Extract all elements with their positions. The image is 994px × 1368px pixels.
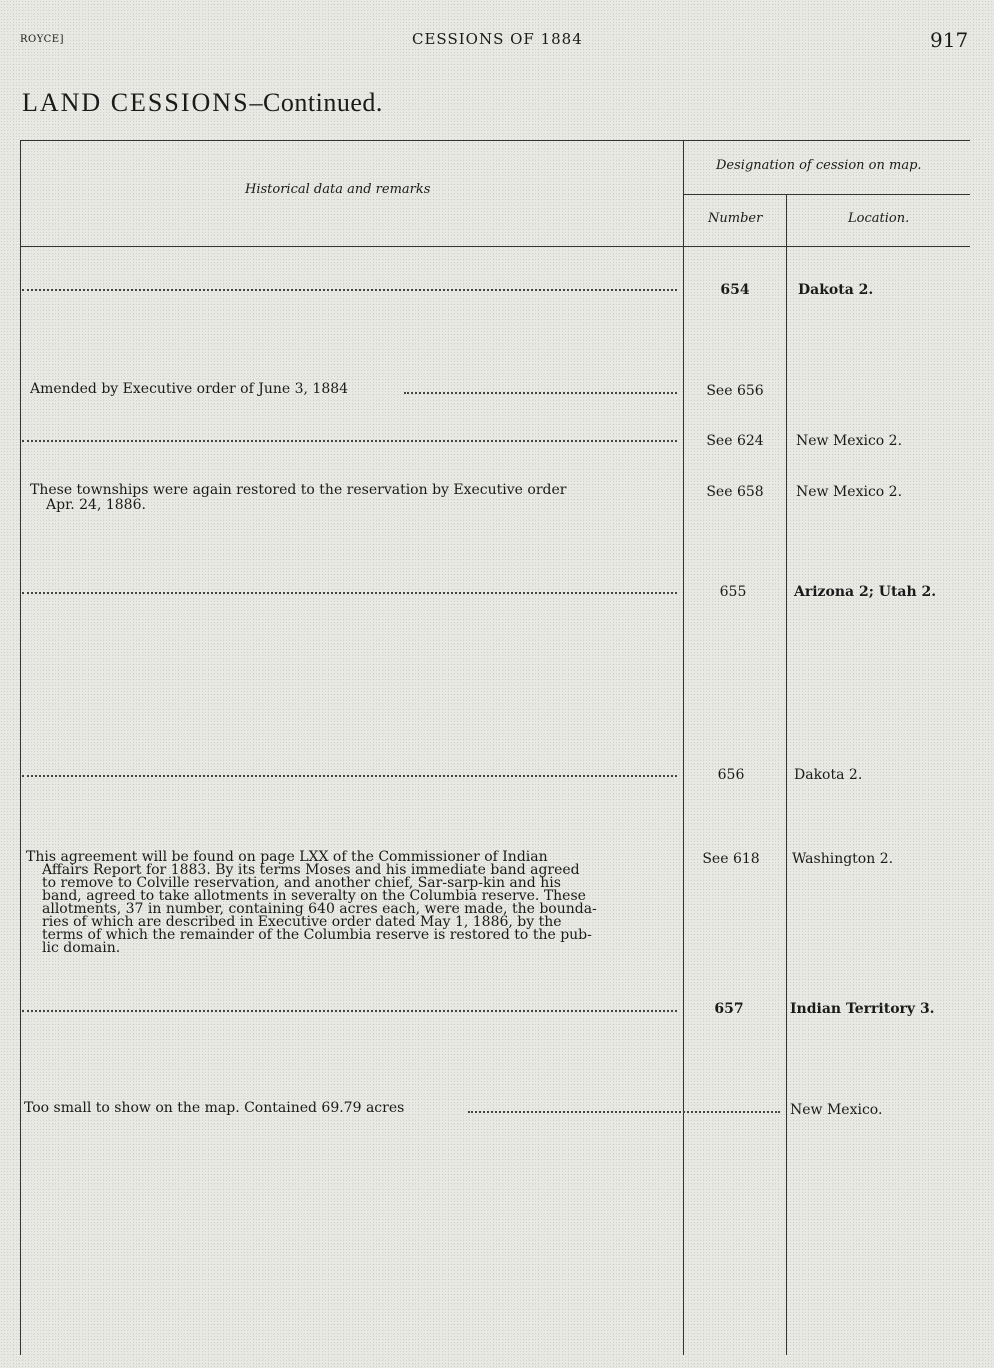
leader-dots [22, 289, 677, 291]
header-designation: Designation of cession on map. [716, 158, 922, 173]
cession-number: See 656 [706, 383, 764, 399]
cession-number: See 618 [702, 851, 760, 867]
running-head-title: CESSIONS OF 1884 [412, 30, 583, 48]
cession-number: 654 [720, 282, 750, 298]
number-column-rule [786, 194, 787, 1355]
table-header-rule [20, 246, 970, 247]
leader-dots [22, 775, 677, 777]
cession-location: Indian Territory 3. [790, 1001, 935, 1017]
remark-line: Affairs Report for 1883. By its terms Moses and his immediate band agreed [42, 862, 580, 878]
leader-dots [404, 392, 677, 394]
cession-location: New Mexico 2. [796, 484, 903, 500]
cession-number: See 624 [706, 433, 764, 449]
cession-location: Dakota 2. [798, 282, 874, 298]
leader-dots [22, 592, 677, 594]
remark-line: allotments, 37 in number, containing 640 acres each, were made, the bounda- [42, 901, 597, 917]
remark-line: to remove to Colville reservation, and another chief, Sar-sarp-kin and his [42, 875, 561, 891]
remark-line: This agreement will be found on page LXX of the Commissioner of Indian [26, 849, 548, 865]
leader-dots [22, 1010, 677, 1012]
cession-location: New Mexico 2. [796, 433, 903, 449]
remark-text: Too small to show on the map. Contained 69.79 acres [24, 1100, 405, 1116]
remark-paragraph [26, 851, 676, 955]
cession-location: New Mexico. [790, 1102, 883, 1118]
designation-subheader-rule [684, 194, 970, 195]
remarks-column-rule [683, 140, 684, 1355]
cession-number: 655 [719, 584, 747, 600]
remark-line: lic domain. [42, 940, 121, 956]
remark-line: ries of which are described in Executive order dated May 1, 1886, by the [42, 914, 562, 930]
header-location: Location. [848, 211, 910, 226]
page-number: 917 [930, 28, 969, 52]
leader-dots [22, 440, 677, 442]
cession-number: 656 [717, 767, 745, 783]
remark-line: band, agreed to take allotments in severalty on the Columbia reserve. These [42, 888, 586, 904]
remark-text: Amended by Executive order of June 3, 1884 [30, 381, 349, 397]
table-left-rule [20, 140, 21, 1355]
table-top-rule [20, 140, 970, 141]
section-title-main: LAND CESSIONS [22, 88, 250, 117]
cession-location: Washington 2. [792, 851, 894, 867]
remark-text: These townships were again restored to the reservation by Executive order [30, 482, 567, 498]
section-title [22, 88, 383, 118]
header-remarks: Historical data and remarks [245, 182, 431, 197]
cession-number: 657 [714, 1001, 744, 1017]
cession-location: Dakota 2. [794, 767, 863, 783]
remark-line: terms of which the remainder of the Columbia reserve is restored to the pub- [42, 927, 592, 943]
leader-dots [468, 1111, 780, 1113]
section-title-continued: –Continued. [249, 88, 383, 117]
remark-text: Apr. 24, 1886. [46, 497, 146, 513]
header-number: Number [708, 211, 763, 226]
running-head-author: ROYCE] [20, 34, 65, 45]
cession-location: Arizona 2; Utah 2. [794, 584, 937, 600]
cession-number: See 658 [706, 484, 764, 500]
